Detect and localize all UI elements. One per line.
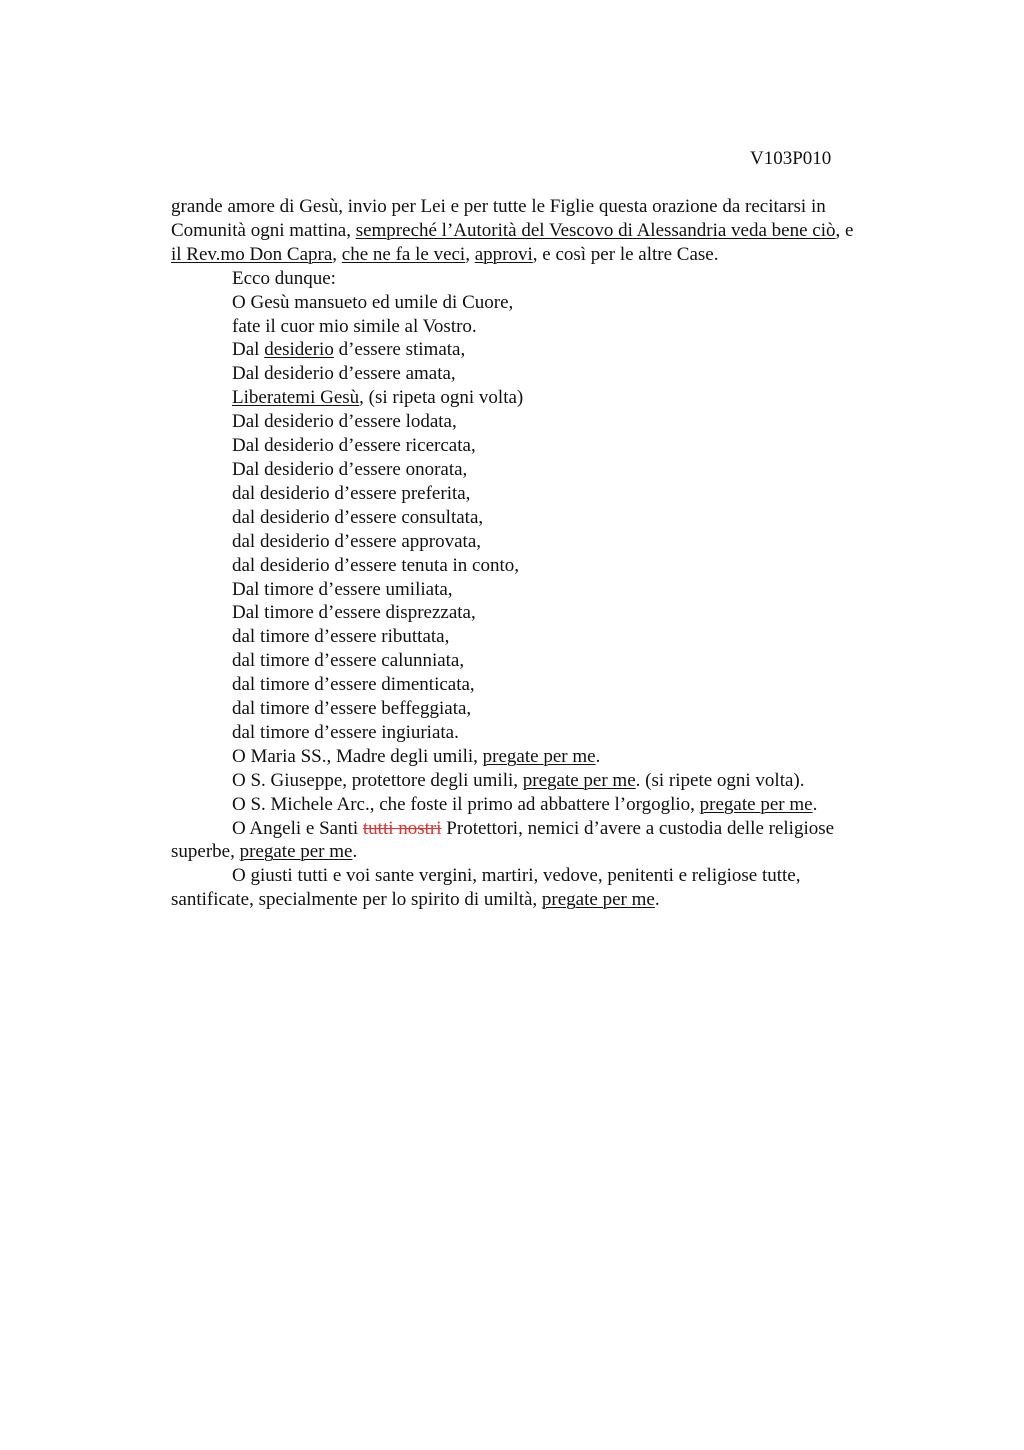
text: , e [835, 219, 854, 241]
underlined-text: pregate per me [239, 841, 353, 863]
invocation-maria [171, 745, 931, 769]
letter-body [171, 195, 931, 912]
prayer-line [171, 338, 931, 362]
prayer-line: dal desiderio d’essere tenuta in conto, [232, 554, 520, 576]
text: , [332, 243, 342, 265]
underlined-text: il Rev.mo Don Capra [171, 243, 333, 265]
prayer-line: dal timore d’essere dimenticata, [232, 674, 475, 696]
prayer-line: dal timore d’essere beffeggiata, [232, 698, 472, 720]
prayer-line: dal desiderio d’essere consultata, [232, 506, 484, 528]
underlined-text: desiderio [264, 339, 334, 361]
text: . [654, 889, 660, 911]
underlined-text: pregate per me [482, 745, 596, 767]
prayer-line: dal desiderio d’essere approvata, [232, 530, 482, 552]
text: grande amore di Gesù, invio per Lei e per tutte le Figlie questa orazione da recitarsi in [171, 196, 826, 217]
text: Comunità ogni mattina, [171, 219, 356, 241]
underlined-text: pregate per me [699, 793, 813, 815]
underlined-text: pregate per me [522, 769, 636, 791]
intro-line-3 [171, 243, 931, 267]
struck-text: tutti nostri [362, 817, 442, 839]
text: , e così per le altre Case. [532, 243, 719, 265]
intro-line-1 [171, 195, 931, 219]
prayer-line: dal desiderio d’essere preferita, [232, 482, 471, 504]
invocation-giusti: O giusti tutti e voi sante vergini, martiri, vedove, penitenti e religiose tutte, [232, 865, 801, 887]
page-identifier: V103P010 [750, 148, 832, 169]
text: , (si ripeta ogni volta) [359, 387, 524, 409]
prayer-line: Dal desiderio d’essere onorata, [232, 458, 468, 480]
prayer-refrain [171, 386, 931, 410]
prayer-line: Dal desiderio d’essere ricercata, [232, 435, 476, 457]
invocation-michele [171, 793, 931, 817]
underlined-text: sempreché l’Autorità del Vescovo di Alessandria veda bene ciò [355, 219, 836, 241]
text: Protettori, nemici d’avere a custodia delle religiose [441, 817, 835, 839]
text: O S. Michele Arc., che foste il primo ad abbattere l’orgoglio, [232, 793, 700, 815]
invocation-giuseppe [171, 769, 931, 793]
invocation-angeli [171, 817, 931, 841]
invocation-giusti-cont [171, 888, 931, 912]
text: O Maria SS., Madre degli umili, [232, 745, 483, 767]
text: Dal [232, 339, 265, 361]
prayer-line: dal timore d’essere calunniata, [232, 650, 465, 672]
text: . [595, 745, 601, 767]
underlined-text: Liberatemi Gesù [232, 387, 360, 409]
prayer-line: Dal desiderio d’essere lodata, [232, 411, 457, 433]
prayer-line: O Gesù mansueto ed umile di Cuore, [232, 291, 514, 313]
invocation-angeli-cont [171, 840, 931, 864]
text: O S. Giuseppe, protettore degli umili, [232, 769, 523, 791]
prayer-line: Dal timore d’essere disprezzata, [232, 602, 476, 624]
text: santificate, specialmente per lo spirito di umiltà, [171, 889, 542, 911]
prayer-line: dal timore d’essere ingiuriata. [232, 721, 459, 743]
prayer-line: fate il cuor mio simile al Vostro. [232, 315, 477, 337]
text: superbe, [171, 841, 240, 863]
text: . [812, 793, 818, 815]
text: . [352, 841, 358, 863]
prayer-line: Dal desiderio d’essere amata, [232, 363, 456, 385]
prayer-line: Dal timore d’essere umiliata, [232, 578, 453, 600]
text: d’essere stimata, [333, 339, 466, 361]
text: , [465, 243, 475, 265]
underlined-text: pregate per me [541, 889, 655, 911]
intro-line-2 [171, 219, 931, 243]
text: O Angeli e Santi [232, 817, 363, 839]
prayer-intro: Ecco dunque: [232, 267, 336, 289]
underlined-text: approvi [474, 243, 533, 265]
text: . (si ripete ogni volta). [635, 769, 805, 791]
prayer-line: dal timore d’essere ributtata, [232, 626, 450, 648]
underlined-text: che ne fa le veci [341, 243, 466, 265]
